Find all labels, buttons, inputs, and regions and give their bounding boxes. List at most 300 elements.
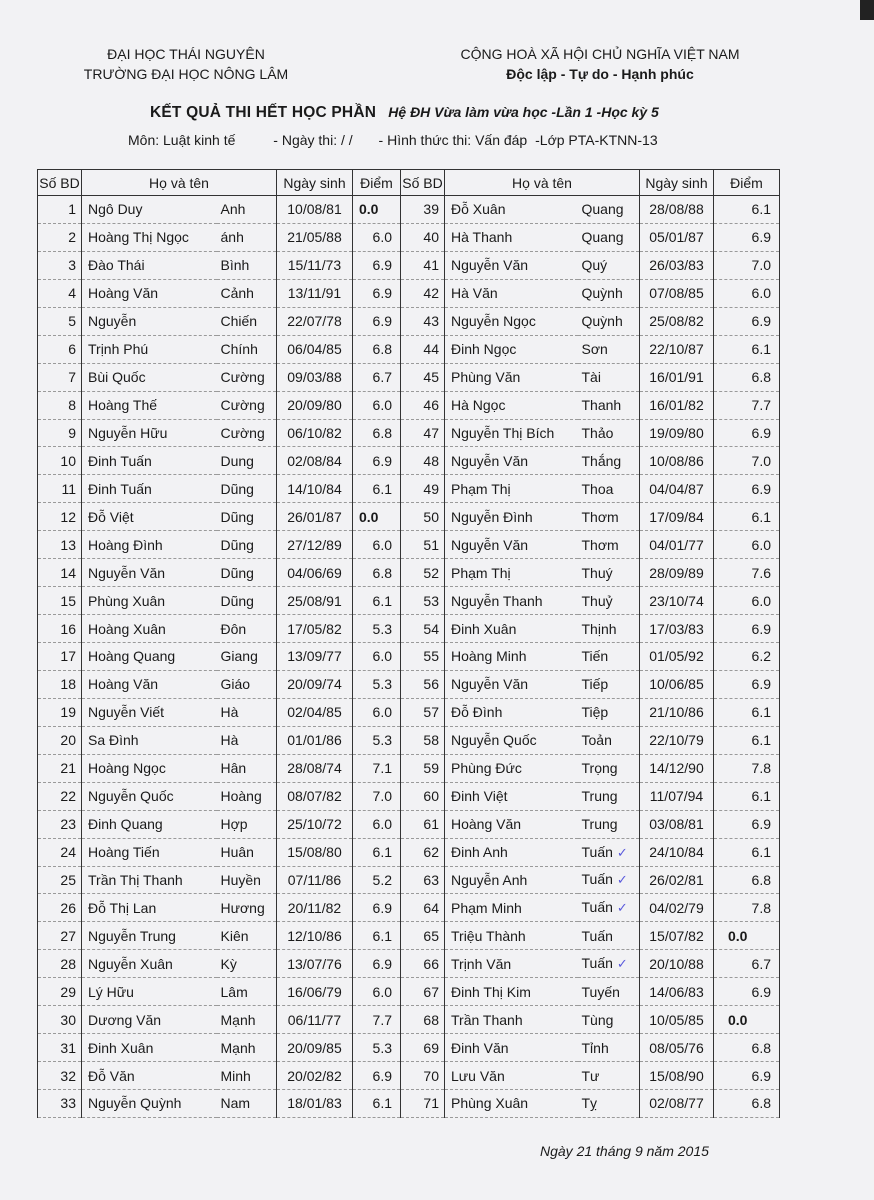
birth-date: 14/10/84: [277, 475, 353, 503]
student-number: 17: [38, 643, 82, 671]
birth-date: 03/08/81: [640, 810, 714, 838]
given-name: [578, 922, 640, 950]
given-name: [578, 335, 640, 363]
table-row: [38, 1034, 780, 1062]
score: 6.9: [714, 615, 780, 643]
title-detail: Hệ ĐH Vừa làm vừa học -Lần 1 -Học kỳ 5: [388, 104, 659, 120]
birth-date: 02/08/84: [277, 447, 353, 475]
family-name: Đinh Xuân: [445, 615, 578, 643]
given-name: Lâm: [217, 978, 277, 1006]
given-name: [578, 447, 640, 475]
birth-date: 02/04/85: [277, 698, 353, 726]
family-name: Đinh Tuấn: [82, 447, 217, 475]
given-name: [578, 754, 640, 782]
family-name: Đinh Anh: [445, 838, 578, 866]
score: 6.0: [353, 698, 401, 726]
family-name: Hoàng Thị Ngọc: [82, 223, 217, 251]
col-score: Điểm: [714, 170, 780, 196]
given-name-text: Quang: [581, 201, 624, 218]
birth-date: 15/11/73: [277, 251, 353, 279]
student-number: 18: [38, 670, 82, 698]
given-name: Bình: [217, 251, 277, 279]
given-name-text: Trung: [581, 788, 618, 805]
birth-date: 17/09/84: [640, 503, 714, 531]
score: 6.1: [353, 475, 401, 503]
given-name-text: Trọng: [581, 760, 618, 777]
table-row: [38, 782, 780, 810]
table-row: [38, 391, 780, 419]
birth-date: 18/01/83: [277, 1090, 353, 1118]
family-name: Đào Thái: [82, 251, 217, 279]
institution-header: [66, 44, 306, 84]
score: 5.3: [353, 726, 401, 754]
score: 7.8: [714, 754, 780, 782]
table-row: [38, 363, 780, 391]
score: 0.0: [714, 922, 780, 950]
given-name-text: Quỳnh: [581, 285, 623, 302]
birth-date: 11/07/94: [640, 782, 714, 810]
student-number: 61: [401, 810, 445, 838]
birth-date: 24/10/84: [640, 838, 714, 866]
birth-date: 13/09/77: [277, 643, 353, 671]
table-row: [38, 279, 780, 307]
birth-date: 22/10/87: [640, 335, 714, 363]
col-dob: Ngày sinh: [640, 170, 714, 196]
family-name: Đỗ Văn: [82, 1062, 217, 1090]
score: 6.9: [353, 1062, 401, 1090]
student-number: 39: [401, 196, 445, 224]
family-name: Nguyễn Anh: [445, 866, 578, 894]
given-name: Cường: [217, 419, 277, 447]
family-name: Hoàng Văn: [445, 810, 578, 838]
given-name: Dũng: [217, 531, 277, 559]
score: 6.8: [714, 866, 780, 894]
birth-date: 22/07/78: [277, 307, 353, 335]
given-name: Dũng: [217, 587, 277, 615]
score: 6.1: [714, 726, 780, 754]
birth-date: 20/02/82: [277, 1062, 353, 1090]
student-number: 70: [401, 1062, 445, 1090]
family-name: Nguyễn Hữu: [82, 419, 217, 447]
table-row: [38, 419, 780, 447]
birth-date: 20/09/85: [277, 1034, 353, 1062]
birth-date: 21/10/86: [640, 698, 714, 726]
given-name: Dũng: [217, 503, 277, 531]
birth-date: 25/10/72: [277, 810, 353, 838]
family-name: Hoàng Văn: [82, 670, 217, 698]
table-row: [38, 950, 780, 978]
student-number: 7: [38, 363, 82, 391]
birth-date: 16/06/79: [277, 978, 353, 1006]
score: 6.0: [353, 810, 401, 838]
score: 6.1: [353, 587, 401, 615]
given-name-text: Tuấn: [581, 871, 613, 888]
table-row: [38, 615, 780, 643]
birth-date: 08/05/76: [640, 1034, 714, 1062]
student-number: 50: [401, 503, 445, 531]
score: 6.9: [353, 307, 401, 335]
birth-date: 10/05/85: [640, 1006, 714, 1034]
given-name: Dũng: [217, 559, 277, 587]
family-name: Hà Văn: [445, 279, 578, 307]
student-number: 25: [38, 866, 82, 894]
family-name: Hoàng Đình: [82, 531, 217, 559]
given-name-text: Tiếp: [581, 676, 609, 693]
score: 6.0: [714, 531, 780, 559]
student-number: 29: [38, 978, 82, 1006]
score: 5.3: [353, 670, 401, 698]
student-number: 67: [401, 978, 445, 1006]
given-name-text: Tuấn: [581, 927, 613, 944]
birth-date: 20/11/82: [277, 894, 353, 922]
given-name-text: Tuấn: [581, 955, 613, 972]
student-number: 40: [401, 223, 445, 251]
given-name: ánh: [217, 223, 277, 251]
score: 6.8: [353, 559, 401, 587]
birth-date: 20/10/88: [640, 950, 714, 978]
family-name: Hoàng Thế: [82, 391, 217, 419]
family-name: Nguyễn Văn: [445, 670, 578, 698]
given-name: Huân: [217, 838, 277, 866]
family-name: Hà Ngọc: [445, 391, 578, 419]
score: 6.0: [353, 223, 401, 251]
score: 6.9: [353, 894, 401, 922]
birth-date: 06/04/85: [277, 335, 353, 363]
family-name: Hoàng Tiến: [82, 838, 217, 866]
given-name-text: Tài: [581, 369, 601, 386]
family-name: Hoàng Văn: [82, 279, 217, 307]
student-number: 5: [38, 307, 82, 335]
student-number: 62: [401, 838, 445, 866]
score: 6.8: [714, 363, 780, 391]
given-name: Kiên: [217, 922, 277, 950]
birth-date: 23/10/74: [640, 587, 714, 615]
family-name: Đỗ Thị Lan: [82, 894, 217, 922]
given-name: Đôn: [217, 615, 277, 643]
check-mark-icon: ✓: [616, 872, 628, 888]
given-name: Dũng: [217, 475, 277, 503]
family-name: Dương Văn: [82, 1006, 217, 1034]
family-name: Phạm Thị: [445, 559, 578, 587]
student-number: 20: [38, 726, 82, 754]
student-number: 8: [38, 391, 82, 419]
student-number: 19: [38, 698, 82, 726]
birth-date: 20/09/74: [277, 670, 353, 698]
family-name: Hoàng Ngọc: [82, 754, 217, 782]
score: 6.7: [714, 950, 780, 978]
given-name-text: Toản: [581, 732, 612, 749]
student-number: 69: [401, 1034, 445, 1062]
university-name: ĐẠI HỌC THÁI NGUYÊN: [107, 46, 265, 62]
family-name: Phùng Văn: [445, 363, 578, 391]
given-name: [578, 391, 640, 419]
given-name: [578, 950, 640, 978]
score: 6.9: [714, 810, 780, 838]
family-name: Đỗ Việt: [82, 503, 217, 531]
table-row: [38, 223, 780, 251]
given-name-text: Tuyến: [581, 983, 620, 1000]
score: 6.1: [714, 196, 780, 224]
score: 7.1: [353, 754, 401, 782]
student-number: 41: [401, 251, 445, 279]
birth-date: 06/10/82: [277, 419, 353, 447]
birth-date: 07/08/85: [640, 279, 714, 307]
score: 6.9: [714, 307, 780, 335]
score: 6.9: [714, 419, 780, 447]
republic-name: CỘNG HOÀ XÃ HỘI CHỦ NGHĨA VIỆT NAM: [460, 46, 740, 62]
given-name: Huyền: [217, 866, 277, 894]
table-row: [38, 643, 780, 671]
col-sbd: Số BD: [38, 170, 82, 196]
family-name: Phùng Xuân: [82, 587, 217, 615]
results-table: [37, 169, 780, 1118]
birth-date: 02/08/77: [640, 1090, 714, 1118]
student-number: 21: [38, 754, 82, 782]
table-row: [38, 922, 780, 950]
given-name: [578, 1006, 640, 1034]
given-name: [578, 838, 640, 866]
score: 6.0: [714, 587, 780, 615]
exam-info: [128, 132, 662, 148]
family-name: Trần Thị Thanh: [82, 866, 217, 894]
birth-date: 25/08/91: [277, 587, 353, 615]
student-number: 59: [401, 754, 445, 782]
given-name: Cường: [217, 363, 277, 391]
given-name: Hợp: [217, 810, 277, 838]
given-name: [578, 615, 640, 643]
student-number: 42: [401, 279, 445, 307]
national-header: [400, 44, 800, 84]
score: 7.6: [714, 559, 780, 587]
score: 6.0: [353, 391, 401, 419]
score: 0.0: [353, 196, 401, 224]
title-main: KẾT QUẢ THI HẾT HỌC PHẦN: [150, 104, 377, 121]
birth-date: 13/11/91: [277, 279, 353, 307]
given-name: Chiến: [217, 307, 277, 335]
given-name: [578, 1062, 640, 1090]
family-name: Sa Đình: [82, 726, 217, 754]
given-name: [578, 307, 640, 335]
birth-date: 06/11/77: [277, 1006, 353, 1034]
given-name-text: Quý: [581, 257, 608, 274]
family-name: Nguyễn Trung: [82, 922, 217, 950]
col-dob: Ngày sinh: [277, 170, 353, 196]
family-name: Đinh Tuấn: [82, 475, 217, 503]
student-number: 2: [38, 223, 82, 251]
exam-date: - Ngày thi: / /: [273, 132, 353, 148]
given-name: Cảnh: [217, 279, 277, 307]
family-name: Triệu Thành: [445, 922, 578, 950]
student-number: 23: [38, 810, 82, 838]
student-number: 52: [401, 559, 445, 587]
family-name: Phạm Thị: [445, 475, 578, 503]
given-name: [578, 363, 640, 391]
score: 6.1: [353, 922, 401, 950]
table-row: [38, 1006, 780, 1034]
family-name: Phùng Xuân: [445, 1090, 578, 1118]
birth-date: 19/09/80: [640, 419, 714, 447]
score: 6.1: [353, 838, 401, 866]
family-name: Trịnh Văn: [445, 950, 578, 978]
student-number: 43: [401, 307, 445, 335]
score: 7.8: [714, 894, 780, 922]
score: 6.1: [353, 1090, 401, 1118]
student-number: 9: [38, 419, 82, 447]
family-name: Nguyễn Đình: [445, 503, 578, 531]
score: 6.9: [714, 223, 780, 251]
student-number: 54: [401, 615, 445, 643]
given-name: [578, 475, 640, 503]
family-name: Đinh Xuân: [82, 1034, 217, 1062]
given-name-text: Tiến: [581, 648, 609, 665]
birth-date: 28/08/88: [640, 196, 714, 224]
score: 7.0: [353, 782, 401, 810]
given-name: Kỳ: [217, 950, 277, 978]
table-row: [38, 894, 780, 922]
family-name: Lý Hữu: [82, 978, 217, 1006]
given-name: Mạnh: [217, 1006, 277, 1034]
given-name: [578, 810, 640, 838]
birth-date: 04/01/77: [640, 531, 714, 559]
given-name-text: Thanh: [581, 397, 622, 414]
given-name-text: Thuý: [581, 564, 613, 581]
given-name-text: Thịnh: [581, 620, 617, 637]
score: 6.0: [353, 531, 401, 559]
birth-date: 26/02/81: [640, 866, 714, 894]
col-score: Điểm: [353, 170, 401, 196]
student-number: 60: [401, 782, 445, 810]
birth-date: 17/05/82: [277, 615, 353, 643]
score: 6.9: [714, 978, 780, 1006]
family-name: Ngô Duy: [82, 196, 217, 224]
score: 5.2: [353, 866, 401, 894]
student-number: 1: [38, 196, 82, 224]
score: 6.8: [353, 419, 401, 447]
birth-date: 22/10/79: [640, 726, 714, 754]
student-number: 6: [38, 335, 82, 363]
given-name: [578, 643, 640, 671]
given-name-text: Quang: [581, 229, 624, 246]
subject: Môn: Luật kinh tế: [128, 132, 236, 148]
birth-date: 01/05/92: [640, 643, 714, 671]
score: 6.9: [714, 1062, 780, 1090]
given-name-text: Thảo: [581, 424, 614, 441]
family-name: Hà Thanh: [445, 223, 578, 251]
given-name: Giang: [217, 643, 277, 671]
score: 6.1: [714, 698, 780, 726]
check-mark-icon: ✓: [616, 956, 628, 972]
table-row: [38, 838, 780, 866]
signing-date: Ngày 21 tháng 9 năm 2015: [540, 1143, 709, 1159]
given-name: Minh: [217, 1062, 277, 1090]
given-name: Hoàng: [217, 782, 277, 810]
score: 6.1: [714, 503, 780, 531]
score: 7.7: [714, 391, 780, 419]
given-name: [578, 698, 640, 726]
family-name: Nguyễn Văn: [445, 251, 578, 279]
given-name: [578, 1090, 640, 1118]
score: 5.3: [353, 615, 401, 643]
family-name: Nguyễn Viết: [82, 698, 217, 726]
given-name: Anh: [217, 196, 277, 224]
given-name: [578, 419, 640, 447]
score: 6.9: [353, 950, 401, 978]
given-name-text: Thuỷ: [581, 592, 613, 609]
family-name: Nguyễn Quốc: [445, 726, 578, 754]
birth-date: 21/05/88: [277, 223, 353, 251]
student-number: 57: [401, 698, 445, 726]
birth-date: 10/08/86: [640, 447, 714, 475]
family-name: Đỗ Xuân: [445, 196, 578, 224]
table-header-row: [38, 170, 780, 196]
birth-date: 17/03/83: [640, 615, 714, 643]
given-name: Mạnh: [217, 1034, 277, 1062]
table-row: [38, 670, 780, 698]
birth-date: 14/12/90: [640, 754, 714, 782]
birth-date: 16/01/91: [640, 363, 714, 391]
student-number: 58: [401, 726, 445, 754]
student-number: 65: [401, 922, 445, 950]
student-number: 71: [401, 1090, 445, 1118]
table-row: [38, 726, 780, 754]
score: 0.0: [714, 1006, 780, 1034]
family-name: Nguyễn Quỳnh: [82, 1090, 217, 1118]
birth-date: 04/02/79: [640, 894, 714, 922]
score: 7.7: [353, 1006, 401, 1034]
given-name: [578, 782, 640, 810]
birth-date: 25/08/82: [640, 307, 714, 335]
score: 6.2: [714, 643, 780, 671]
given-name-text: Thoa: [581, 480, 614, 497]
school-name: TRƯỜNG ĐẠI HỌC NÔNG LÂM: [83, 66, 289, 82]
student-number: 44: [401, 335, 445, 363]
student-number: 32: [38, 1062, 82, 1090]
given-name: [578, 726, 640, 754]
family-name: Nguyễn Văn: [445, 447, 578, 475]
given-name: [578, 670, 640, 698]
given-name: Nam: [217, 1090, 277, 1118]
family-name: Lưu Văn: [445, 1062, 578, 1090]
check-mark-icon: ✓: [616, 844, 628, 860]
birth-date: 28/09/89: [640, 559, 714, 587]
given-name: Hà: [217, 726, 277, 754]
student-number: 31: [38, 1034, 82, 1062]
birth-date: 04/06/69: [277, 559, 353, 587]
score: 6.9: [353, 447, 401, 475]
family-name: Nguyễn Quốc: [82, 782, 217, 810]
given-name-text: Tuấn: [581, 843, 613, 860]
score: 6.8: [714, 1034, 780, 1062]
student-number: 26: [38, 894, 82, 922]
family-name: Hoàng Quang: [82, 643, 217, 671]
family-name: Nguyễn Xuân: [82, 950, 217, 978]
score: 6.9: [353, 279, 401, 307]
student-number: 64: [401, 894, 445, 922]
birth-date: 01/01/86: [277, 726, 353, 754]
given-name: [578, 587, 640, 615]
student-number: 66: [401, 950, 445, 978]
given-name: [578, 279, 640, 307]
table-row: [38, 503, 780, 531]
given-name: [578, 1034, 640, 1062]
given-name: Cường: [217, 391, 277, 419]
birth-date: 20/09/80: [277, 391, 353, 419]
score: 6.9: [714, 670, 780, 698]
student-number: 48: [401, 447, 445, 475]
student-number: 14: [38, 559, 82, 587]
table-row: [38, 251, 780, 279]
col-name: Họ và tên: [82, 170, 277, 196]
